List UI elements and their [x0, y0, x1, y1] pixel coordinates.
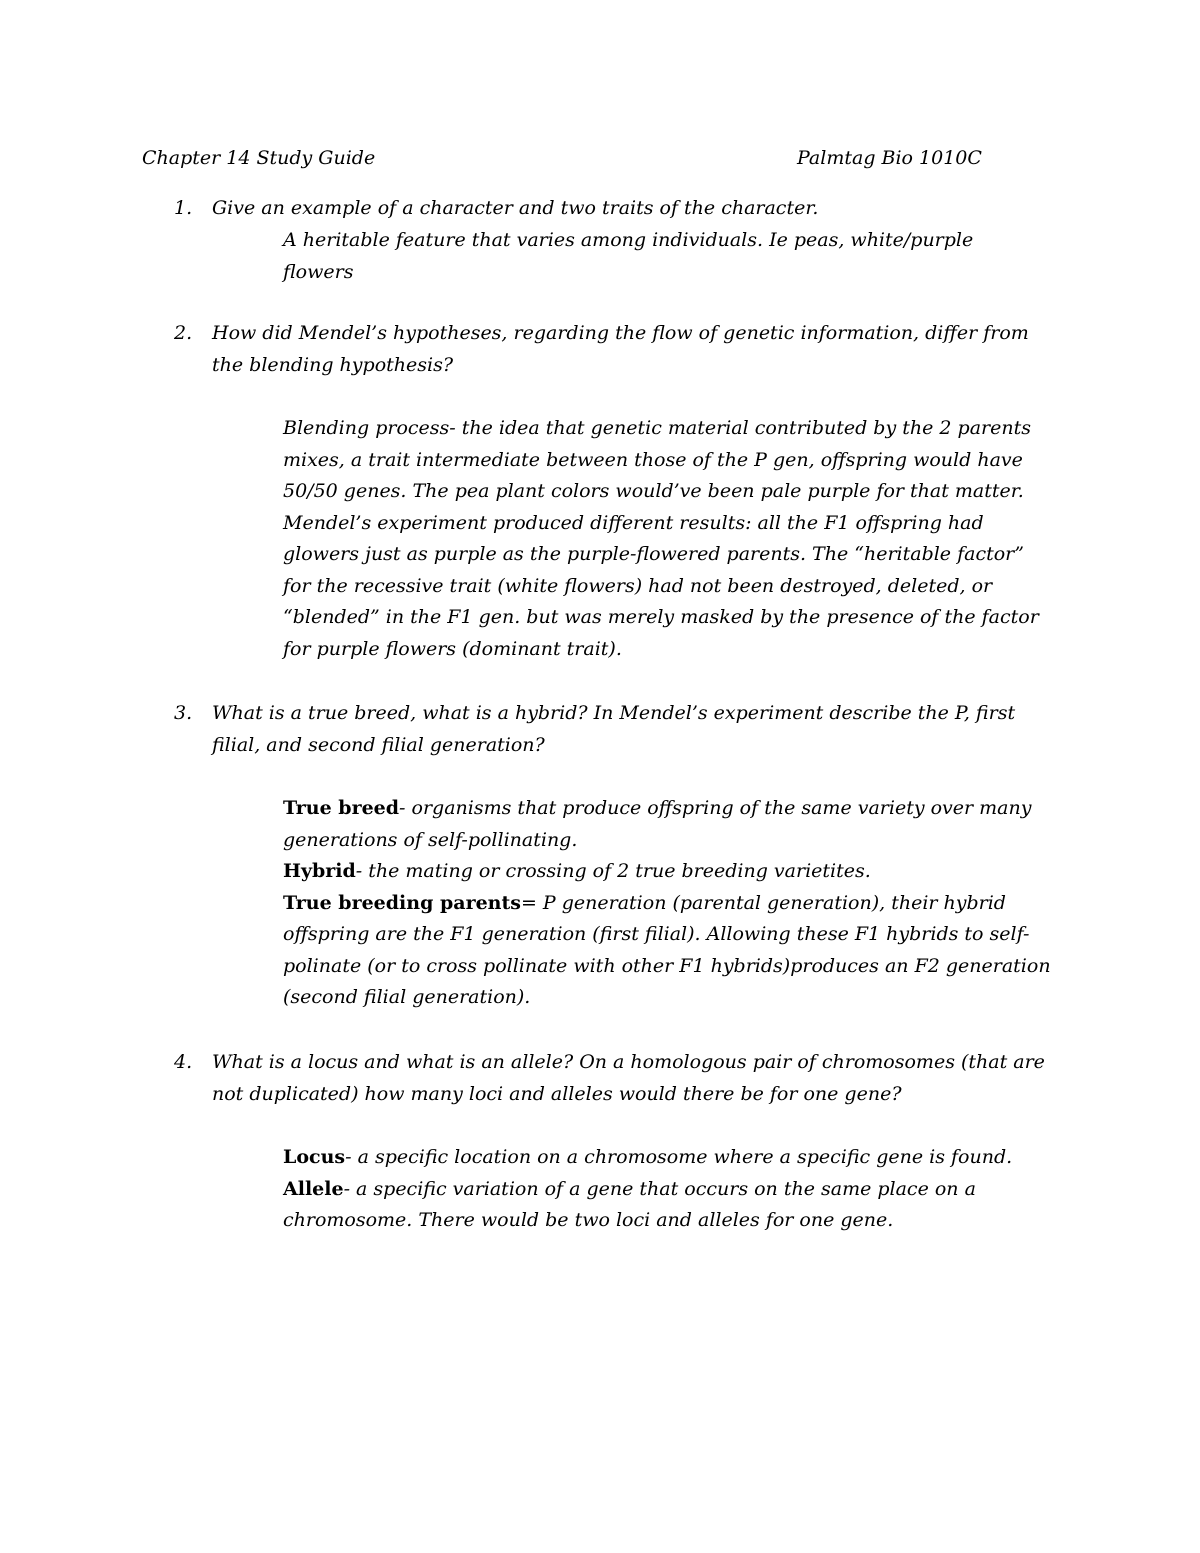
answer-1 — [283, 225, 1003, 288]
header-title: Chapter 14 Study Guide — [142, 147, 376, 169]
answer-3 — [283, 793, 1063, 1014]
definition-text: - a specific variation of a gene that occurs on the same place on a chromosome. There would be two loci and alleles for one gene. — [283, 1177, 976, 1231]
term-locus: Locus — [283, 1146, 346, 1168]
hybrid-definition — [283, 856, 1063, 888]
answer-2 — [283, 413, 1043, 665]
definition-text: = P generation (parental generation), their hybrid offspring are the F1 generation (first filial). Allowing these F1 hybrids to self-polinate (or to cross pollinate with other F1 hybrids)produces an F2 generation (second filial generation). — [283, 891, 1051, 1008]
question-text: How did Mendel’s hypotheses, regarding the flow of genetic information, differ from the blending hypothesis? — [212, 322, 1029, 376]
page-header — [142, 142, 1042, 174]
question-number: 3. — [174, 702, 193, 724]
term-hybrid: Hybrid — [283, 860, 356, 882]
term-allele: Allele — [283, 1177, 344, 1200]
parents-definition — [283, 888, 1063, 1014]
answer-text: Blending process- the idea that genetic material contributed by the 2 parents mixes, a trait intermediate between those of the P gen, offspring would have 50/50 genes. The pea plant colors would’ve been pale purple for that matter. Mendel’s experiment produced different results: all the F1 offspring had glowers just as purple as the purple-flowered parents. The “heritable factor” for the recessive trait (white flowers) had not been destroyed, deleted, or “blended” in the F1 gen. but was merely masked by the presence of the factor for purple flowers (dominant trait). — [283, 417, 1039, 660]
allele-definition — [283, 1174, 1063, 1237]
term-true-breeding-parents: True breeding parents — [283, 891, 521, 914]
term-true-breed: True breed — [283, 797, 400, 819]
true-breed-definition — [283, 793, 1063, 856]
definition-text: - a specific location on a chromosome where a specific gene is found. — [345, 1146, 1013, 1168]
question-number: 1. — [174, 197, 193, 219]
locus-definition — [283, 1142, 1063, 1174]
answer-4 — [283, 1142, 1063, 1237]
question-number: 2. — [174, 322, 193, 344]
question-number: 4. — [174, 1051, 193, 1073]
definition-text: - organisms that produce offspring of the same variety over many generations of self-pollinating. — [283, 797, 1032, 851]
definition-text: - the mating or crossing of 2 true breeding varietites. — [355, 860, 871, 882]
header-course: Palmtag Bio 1010C — [797, 147, 982, 169]
question-text: What is a true breed, what is a hybrid? In Mendel’s experiment describe the P, first filial, and second filial generation? — [212, 702, 1016, 756]
question-text: Give an example of a character and two traits of the character. — [212, 197, 819, 219]
answer-text: A heritable feature that varies among individuals. Ie peas, white/purple flowers — [283, 229, 974, 283]
question-text: What is a locus and what is an allele? On a homologous pair of chromosomes (that are not duplicated) how many loci and alleles would there be for one gene? — [212, 1051, 1045, 1105]
